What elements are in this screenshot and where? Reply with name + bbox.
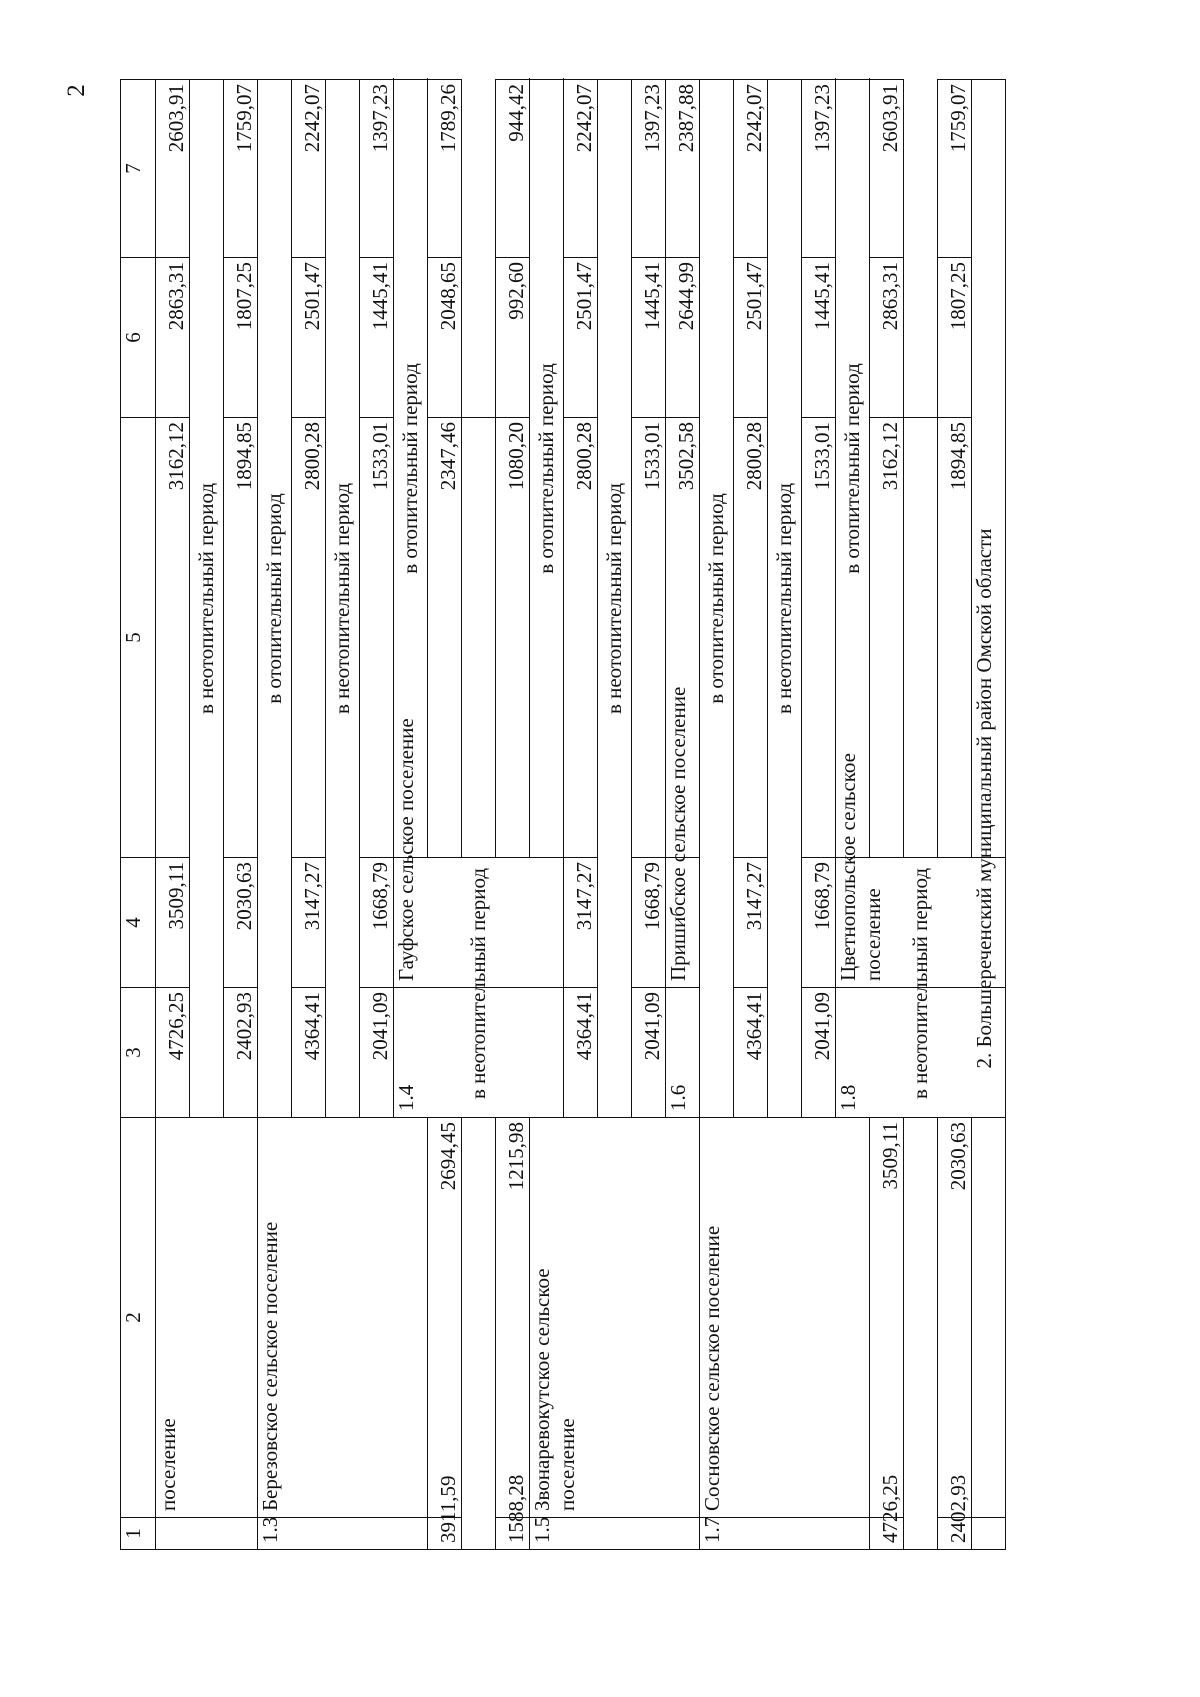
value-cell: 2501,47 <box>564 258 598 418</box>
value-cell: 4364,41 <box>292 988 326 1118</box>
value-cell: 992,60 <box>496 258 530 418</box>
value-cell: 1533,01 <box>802 418 836 858</box>
section-row <box>972 80 1006 1550</box>
column-header: 4 <box>121 858 156 988</box>
value-cell: 4364,41 <box>564 988 598 1118</box>
period-label: в отопительный период <box>394 80 428 858</box>
settlement-name-line: поселение <box>861 888 885 981</box>
row-id-cell <box>972 1518 1006 1550</box>
column-header: 7 <box>121 80 156 258</box>
value-cell: 1894,85 <box>224 418 258 858</box>
period-label: в отопительный период <box>530 80 564 858</box>
value-cell: 2603,91 <box>156 80 190 258</box>
row-id-cell: 1.4 <box>394 988 564 1118</box>
value-cell: 1668,79 <box>802 858 836 988</box>
period-label: в неотопительный период <box>768 80 802 1118</box>
table-row <box>700 80 734 1550</box>
period-label: в неотопительный период <box>598 80 632 1118</box>
row-id-cell <box>156 1518 258 1550</box>
period-label: в неотопительный период <box>190 80 224 1118</box>
value-cell: 1080,20 <box>496 418 530 858</box>
value-cell: 2347,46 <box>428 418 462 858</box>
header-row <box>121 80 156 1550</box>
settlement-name-cell: Гауфское сельское поселение <box>394 858 564 988</box>
value-cell: 1894,85 <box>938 418 972 858</box>
value-cell: 2863,31 <box>156 258 190 418</box>
value-cell: 1397,23 <box>360 80 394 258</box>
value-cell: 4364,41 <box>734 988 768 1118</box>
table-row <box>462 80 496 1550</box>
value-cell: 2041,09 <box>802 988 836 1118</box>
value-cell: 3147,27 <box>564 858 598 988</box>
value-cell: 2800,28 <box>292 418 326 858</box>
value-cell: 3147,27 <box>734 858 768 988</box>
value-cell: 1789,26 <box>428 80 462 258</box>
settlement-name-line: Цветнопольское сельское <box>836 753 860 981</box>
table-row <box>904 80 938 1550</box>
column-header: 5 <box>121 418 156 858</box>
value-cell: 1215,98 <box>496 1118 530 1518</box>
value-cell: 1445,41 <box>632 258 666 418</box>
value-cell: 2242,07 <box>292 80 326 258</box>
rotated-table-container <box>120 80 1050 1550</box>
value-cell: 1807,25 <box>224 258 258 418</box>
value-cell: 4726,25 <box>156 988 190 1118</box>
value-cell: 2402,93 <box>224 988 258 1118</box>
column-header: 6 <box>121 258 156 418</box>
value-cell: 2030,63 <box>224 858 258 988</box>
column-header: 2 <box>121 1118 156 1518</box>
value-cell: 2041,09 <box>360 988 394 1118</box>
value-cell: 2387,88 <box>666 80 700 258</box>
value-cell: 2242,07 <box>734 80 768 258</box>
value-cell: 1397,23 <box>802 80 836 258</box>
settlement-name-line: поселение <box>555 1418 579 1511</box>
settlement-name-cell: поселение <box>156 1118 258 1518</box>
value-cell: 1668,79 <box>632 858 666 988</box>
value-cell: 1397,23 <box>632 80 666 258</box>
value-cell: 2242,07 <box>564 80 598 258</box>
table-row <box>938 80 972 1550</box>
row-id-cell: 1.3 <box>258 1518 428 1550</box>
value-cell: 944,42 <box>496 80 530 258</box>
table-row <box>258 80 292 1550</box>
period-label: в отопительный период <box>700 80 734 1118</box>
value-cell: 2800,28 <box>564 418 598 858</box>
value-cell: 2603,91 <box>870 80 904 258</box>
value-cell: 1533,01 <box>632 418 666 858</box>
value-cell: 2800,28 <box>734 418 768 858</box>
value-cell: 1759,07 <box>938 80 972 258</box>
value-cell: 1533,01 <box>360 418 394 858</box>
period-label: в неотопительный период <box>326 80 360 1118</box>
value-cell: 3502,58 <box>666 418 700 858</box>
tariff-table <box>120 79 1006 1550</box>
value-cell: 2501,47 <box>292 258 326 418</box>
value-cell: 2694,45 <box>428 1118 462 1518</box>
table-row <box>870 80 904 1550</box>
row-id-cell: 1.8 <box>836 988 1006 1118</box>
table-row <box>496 80 530 1550</box>
value-cell: 2644,99 <box>666 258 700 418</box>
value-cell: 4726,25 <box>870 1518 904 1550</box>
value-cell: 3509,11 <box>870 1118 904 1518</box>
value-cell: 2048,65 <box>428 258 462 418</box>
value-cell: 3162,12 <box>156 418 190 858</box>
row-id-cell: 1.6 <box>666 988 700 1118</box>
value-cell: 1759,07 <box>224 80 258 258</box>
settlement-name-cell: Березовское сельское поселение <box>258 1118 428 1518</box>
value-cell: 1445,41 <box>802 258 836 418</box>
value-cell: 3509,11 <box>156 858 190 988</box>
value-cell: 1668,79 <box>360 858 394 988</box>
section-title: 2. Большереченский муниципальный район Омской области <box>972 80 1006 1518</box>
value-cell: 2402,93 <box>938 1518 972 1550</box>
period-label: в неотопительный период <box>904 418 938 1550</box>
value-cell: 1588,28 <box>496 1518 530 1550</box>
column-header: 1 <box>121 1518 156 1550</box>
settlement-name-cell: Сосновское сельское поселение <box>700 1118 870 1518</box>
table-row <box>530 80 564 1550</box>
period-label: в отопительный период <box>258 80 292 1118</box>
settlement-name-cell <box>530 1118 700 1518</box>
value-cell: 3147,27 <box>292 858 326 988</box>
value-cell: 1807,25 <box>938 258 972 418</box>
row-id-cell: 1.5 <box>530 1518 700 1550</box>
table-row <box>428 80 462 1550</box>
row-id-cell: 1.7 <box>700 1518 870 1550</box>
column-header: 3 <box>121 988 156 1118</box>
settlement-name-line: Звонаревокутское сельское <box>530 1268 554 1511</box>
value-cell: 1445,41 <box>360 258 394 418</box>
value-cell: 3911,59 <box>428 1518 462 1550</box>
value-cell: 2501,47 <box>734 258 768 418</box>
settlement-name-cell: Пришибское сельское поселение <box>666 858 700 988</box>
table-row <box>156 80 190 1550</box>
period-label: в неотопительный период <box>462 418 496 1550</box>
value-cell: 2041,09 <box>632 988 666 1118</box>
period-label: в отопительный период <box>836 80 870 858</box>
value-cell: 2863,31 <box>870 258 904 418</box>
value-cell: 3162,12 <box>870 418 904 858</box>
value-cell: 2030,63 <box>938 1118 972 1518</box>
